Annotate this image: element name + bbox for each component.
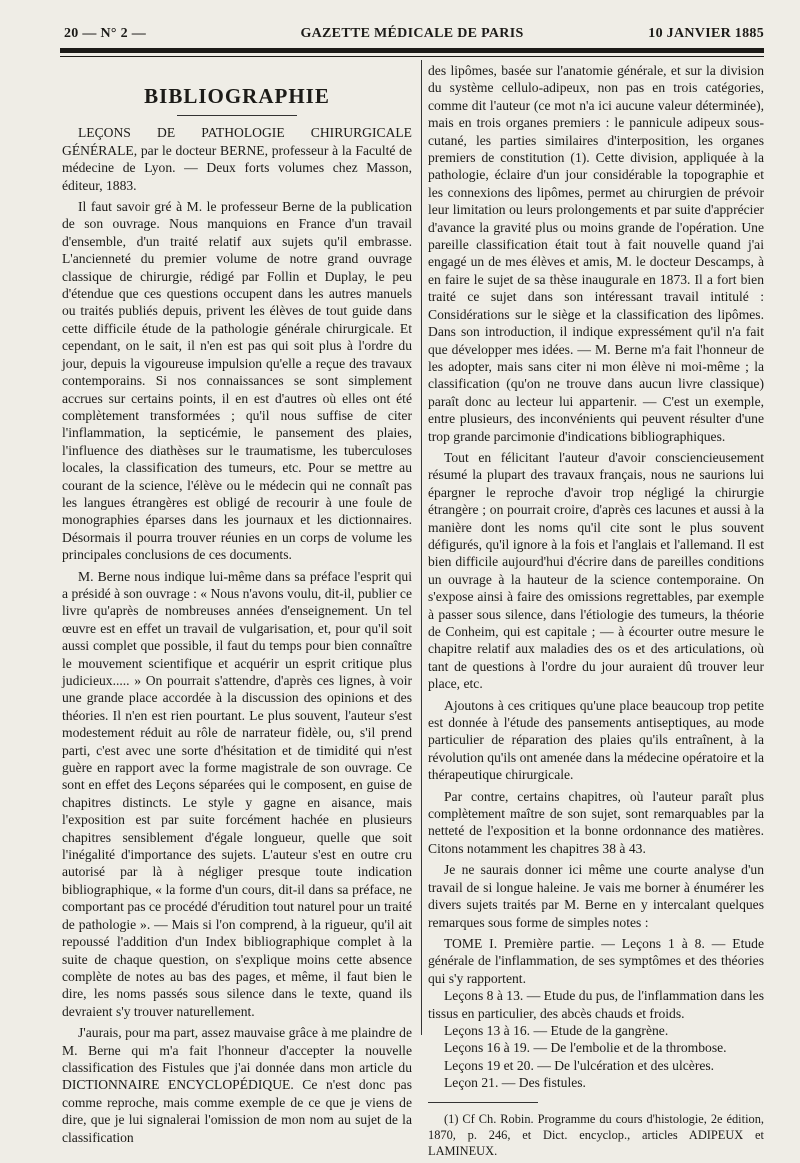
contents-item: Leçons 8 à 13. — Etude du pus, de l'inflammation dans les tissus en particulier, des abcès chauds et froids.	[428, 988, 764, 1021]
contents-item: Leçon 21. — Des fistules.	[444, 1075, 586, 1091]
column-separator	[421, 60, 422, 1035]
contents-item: TOME I. Première partie. — Leçons 1 à 8. — Etude générale de l'inflammation, de ses symptômes et des théories qui s'y rapportent.	[428, 935, 764, 986]
contents-item: Leçons 13 à 16. — Etude de la gangrène.	[444, 1022, 669, 1038]
paragraph: Par contre, certains chapitres, où l'auteur paraît plus complètement maître de son sujet, sont remarquables par la netteté de l'exposition et la bonne ordonnance des matières. Citons notamment les chapitres 38 à 43.	[428, 788, 764, 856]
paragraph: Je ne saurais donner ici même une courte analyse d'un travail de si longue haleine. Je vais me borner à énumérer les divers sujets traités par M. Berne en y intercalant quelques remarques sous forme de simples notes :	[428, 862, 764, 930]
left-column	[62, 62, 412, 1150]
paragraph: Tout en félicitant l'auteur d'avoir consciencieusement résumé la plupart des travaux français, nous ne saurions lui épargner le reproche d'avoir trop négligé la chirurgie étrangère ; on pourrait croire, d'après ces lacunes et aussi à la manière dont les noms qu'il cite sont le plus souvent défigurés, qu'il ignore à la fois et l'anglais et l'allemand. Il est bien difficile aujourd'hui d'écrire dans de pareilles conditions un ouvrage à la hauteur de la science contemporaine. On s'expose ainsi à faire des omissions regrettables, par exemple à passer sous silence, dans l'étiologie des tumeurs, la théorie de Conheim, qui est capitale ; — à écourter outre mesure le chapitre relatif aux maladies des os et des articulations, où tant de questions à l'ordre du jour auraient dû trouver leur place, etc.	[428, 449, 764, 692]
paragraph: M. Berne nous indique lui-même dans sa préface l'esprit qui a présidé à son ouvrage : « Nous n'avons voulu, dit-il, publier ce livre qu'après de nombreuses années d'enseignement. Un tel œuvre est en effet un travail de vulgarisation, et, pour qu'il soit aussi complet que possible, il faut du temps pour bien connaître le mouvement scientifique et acquérir un esprit critique plus judicieux..... » On pourrait s'attendre, d'après ces lignes, à voir une grande place accordée à la discussion des opinions et des théories. Il n'en est rien pourtant. Le plus souvent, l'auteur s'est modestement réduit au rôle de narrateur fidèle, ou, s'il prend parti, c'est avec une sorte d'hésitation et de timidité qui n'est guère en rapport avec la forme magistrale de son ouvrage. Ce sont en effet des Leçons séparées qui le composent, en guise de chapitres distincts. Le style y gagne en aisance, mais l'exposition est par suite forcément hachée en plusieurs chapitres sensiblement d'égale longueur, quelle que soit l'inégalité d'importance des sujets. L'auteur s'est en outre cru autorisé par là à négliger presque toute indication bibliographique, « la forme d'un cours, dit-il dans sa préface, ne comportant pas ce procédé d'érudition tout naturel pour un traité de pathologie ». — Mais si l'on comprend, à la rigueur, qu'il ait repoussé l'addition d'un Index bibliographique complet à la suite de chaque question, on s'explique moins cette absence complète de notes au bas des pages, et même, il faut bien le dire, les noms passés sous silence dans le texte, quand ils devraient s'y trouver naturellement.	[62, 568, 412, 1019]
title-rule	[177, 115, 297, 116]
contents-item: Leçons 16 à 19. — De l'embolie et de la thrombose.	[444, 1040, 727, 1056]
footnote-rule	[428, 1102, 538, 1103]
book-reference: LEÇONS DE PATHOLOGIE CHIRURGICALE GÉNÉRALE, par le docteur BERNE, professeur à la Faculté de médecine de Lyon. — Deux forts volumes chez Masson, éditeur, 1883.	[62, 125, 412, 193]
right-column	[428, 62, 764, 1163]
contents-item: Leçons 19 et 20. — De l'ulcération et des ulcères.	[444, 1057, 715, 1073]
footnote: (1) Cf Ch. Robin. Programme du cours d'histologie, 2e édition, 1870, p. 246, et Dict. encyclop., articles ADIPEUX et LAMINEUX.	[428, 1111, 764, 1158]
journal-title: GAZETTE MÉDICALE DE PARIS	[300, 26, 524, 41]
paragraph: des lipômes, basée sur l'anatomie générale, et sur la division du système cellulo-adipeux, non pas en trois catégories, comme dit l'auteur (ce mot n'a ici aucune valeur déterminée), mais en trois organes premiers : le pannicule adipeux sous-cutané, les parties similaires d'interposition, les organes premiers de constitution (1). Cette division, appliquée à la pathologie, éclaire d'un jour considérable la topographie et les connexions des lipômes, permet au chirurgien de prévoir leur limitation ou leurs prolongements et par suite d'apprécier d'avance la gravité plus ou moins grande de l'opération. Une pareille classification était tout à fait nouvelle quand j'ai engagé un de mes élèves et amis, M. le docteur Descamps, à en faire le sujet de sa thèse inaugurale en 1873. Il a fort bien traité ce sujet dans son intéressant travail intitulé : Considérations sur le siège et la classification des lipômes. Dans son introduction, il indique expressément qu'il n'a fait que développer mes idées. — M. Berne m'a fait l'honneur de les adopter, mais sans citer ni mon élève ni moi-même ; la classification (qu'on ne trouve dans aucun livre classique) paraît donc au lecteur lui appartenir. — C'est un exemple, entre plusieurs, des inconvénients qui peuvent résulter d'une trop grande parcimonie d'indications bibliographiques.	[428, 63, 764, 444]
paragraph: Ajoutons à ces critiques qu'une place beaucoup trop petite est donnée à l'étude des pansements antiseptiques, au mode particulier de réparation des plaies qu'ils entraînent, à la révolution qu'ils ont amenée dans la médecine opératoire et la thérapeutique chirurgicale.	[428, 697, 764, 783]
header-rule-thick	[60, 48, 764, 53]
paragraph: Il faut savoir gré à M. le professeur Berne de la publication de son ouvrage. Nous manquions en France d'un travail d'ensemble, d'un traité relatif aux sujets qu'il embrasse. L'ancienneté du premier volume de notre grand ouvrage classique de chirurgie, rédigé par Follin et Duplay, le peu d'étendue que ces questions occupent dans les autres manuels ou traités publiés depuis, privent les élèves de tout guide dans cette difficile étude de la pathologie générale chirurgicale. Et cependant, on le sait, il n'en est pas qui soit plus à l'ordre du jour, depuis la vigoureuse impulsion qu'elle a reçue des travaux contemporains. Si nos connaissances se sont simplement accrues sur certains points, il en est d'autres où elles ont été complètement transformées ; qu'il nous suffise de citer l'inflammation, la septicémie, le pansement des plaies, l'influence des diathèses sur le traumatisme, les tuberculoses locales, la classification des tumeurs, etc. Pour se mettre au courant de la science, l'élève ou le médecin qui ne connaît pas les langues étrangères est obligé de recourir à une foule de monographies éparses dans les journaux et les dictionnaires. Désormais il pourra trouver réunies en un corps de volume les principales conclusions de ces documents.	[62, 199, 412, 563]
header-rule-thin	[60, 56, 764, 57]
paragraph: J'aurais, pour ma part, assez mauvaise grâce à me plaindre de M. Berne qui m'a fait l'honneur d'accepter la nouvelle classification des Fistules que j'ai donnée dans mon article du DICTIONNAIRE ENCYCLOPÉDIQUE. Ce n'est donc pas comme reproche, mais comme exemple de ce que je viens de dire, que je lui signalerai l'omission de mon nom au sujet de la classification	[62, 1025, 412, 1145]
section-title: BIBLIOGRAPHIE	[144, 84, 330, 108]
issue-date: 10 JANVIER 1885	[648, 26, 764, 41]
contents-list	[428, 935, 764, 1092]
page-header	[60, 22, 764, 44]
page-number: 20 — N° 2 —	[64, 26, 147, 41]
